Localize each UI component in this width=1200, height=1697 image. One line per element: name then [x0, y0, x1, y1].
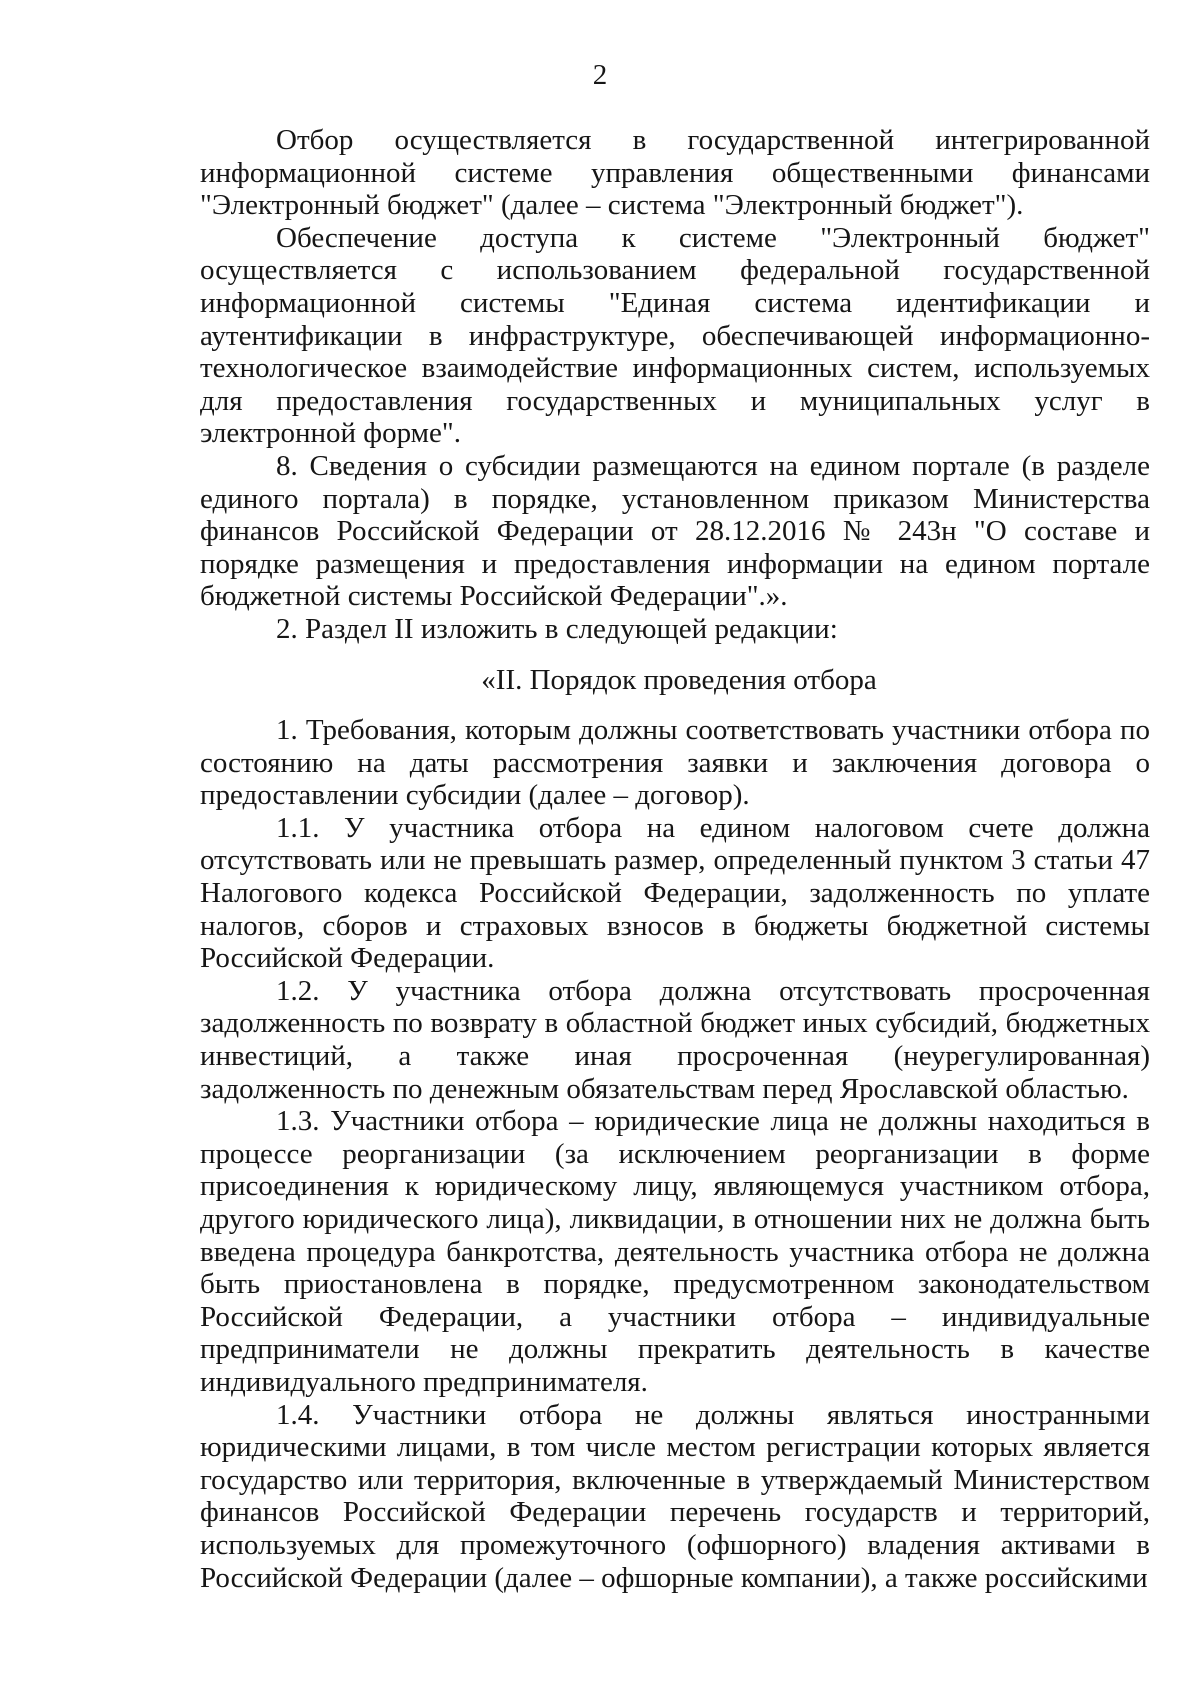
paragraph-subsidy-info: 8. Сведения о субсидии размещаются на едином портале (в разделе единого портала) в порядке, установленном приказом Министерства финансов Российской Федерации от 28.12.2016 № 243н "О составе и порядке размещения и предоставления информации на едином портале бюджетной системы Российской Федерации".».: [200, 449, 1150, 613]
section-heading: «II. Порядок проведения отбора: [481, 663, 877, 696]
paragraph-item-1-2: 1.2. У участника отбора должна отсутствовать просроченная задолженность по возврату в областной бюджет иных субсидий, бюджетных инвестиций, а также иная просроченная (неурегулированная) задолженность по денежным обязательствам перед Ярославской областью.: [200, 974, 1150, 1105]
paragraph-section-amendment: 2. Раздел II изложить в следующей редакции:: [276, 612, 838, 645]
paragraph-requirements: 1. Требования, которым должны соответствовать участники отбора по состоянию на даты рассмотрения заявки и заключения договора о предоставлении субсидии (далее – договор).: [200, 714, 1150, 812]
paragraph-selection-system: Отбор осуществляется в государственной интегрированной информационной системе управления общественными финансами "Электронный бюджет" (далее – система "Электронный бюджет").: [200, 124, 1150, 222]
page-number: 2: [592, 59, 608, 91]
paragraph-item-1-1: 1.1. У участника отбора на едином налоговом счете должна отсутствовать или не превышать размер, определенный пунктом 3 статьи 47 Налогового кодекса Российской Федерации, задолженность по уплате налогов, сборов и страховых взносов в бюджеты бюджетной системы Российской Федерации.: [200, 811, 1150, 975]
paragraph-system-access: Обеспечение доступа к системе "Электронный бюджет" осуществляется с использованием федеральной государственной информационной системы "Единая система идентификации и аутентификации в инфраструктуре, обеспечивающей информационно-технологическое взаимодействие информационных систем, используемых для предоставления государственных и муниципальных услуг в электронной форме".: [200, 221, 1150, 450]
paragraph-item-1-4: 1.4. Участники отбора не должны являться иностранными юридическими лицами, в том числе местом регистрации которых является государство или территория, включенные в утверждаемый Министерством финансов Российской Федерации перечень государств и территорий, используемых для промежуточного (офшорного) владения активами в Российской Федерации (далее – офшорные компании), а также российскими: [200, 1398, 1150, 1594]
document-body: [200, 124, 1150, 1594]
paragraph-item-1-3: 1.3. Участники отбора – юридические лица не должны находиться в процессе реорганизации (за исключением реорганизации в форме присоединения к юридическому лицу, являющемуся участником отбора, другого юридического лица), ликвидации, в отношении них не должна быть введена процедура банкротства, деятельность участника отбора не должна быть приостановлена в порядке, предусмотренном законодательством Российской Федерации, а участники отбора – индивидуальные предприниматели не должны прекратить деятельность в качестве индивидуального предпринимателя.: [200, 1105, 1150, 1398]
